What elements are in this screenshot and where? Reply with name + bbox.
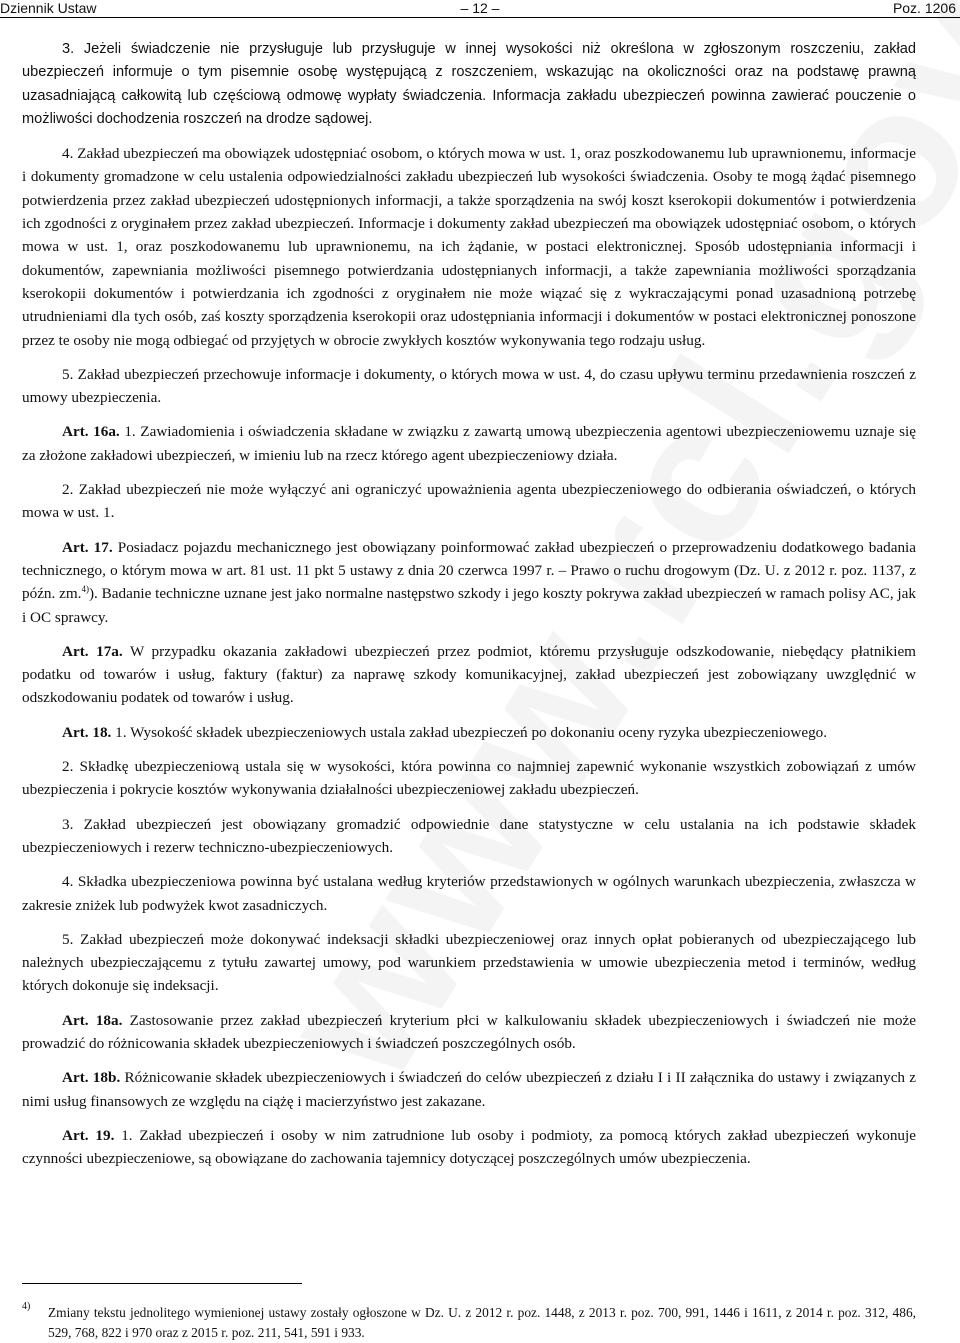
header-rule — [0, 17, 960, 18]
article-label: Art. 19. — [62, 1126, 115, 1144]
article-label: Art. 16a. — [62, 423, 120, 441]
article-17 — [22, 536, 916, 629]
footnote-text: Zmiany tekstu jednolitego wymienionej ustawy zostały ogłoszone w Dz. U. z 2012 r. poz. 1448, z 2013 r. poz. 700, 991, 1446 i 1611, z 2014 r. poz. 312, 486, 529, 768, 822 i 970 oraz z 2015 r. poz. 211, 541, 591 i 933. — [48, 1305, 916, 1340]
page-header — [0, 0, 960, 18]
article-16a — [22, 420, 916, 467]
article-label: Art. 18. — [62, 723, 112, 741]
article-text: 1. Zakład ubezpieczeń i osoby w nim zatrudnione lub osoby i podmioty, za pomocą których zakład ubezpieczeń wykonuje czynności ubezpieczeniowe, są obowiązane do zachowania tajemnicy dotyczącej poszczególnych umów ubezpieczenia. — [22, 1126, 916, 1168]
article-text: W przypadku okazania zakładowi ubezpieczeń przez podmiot, któremu przysługuje odszkodowanie, niebędący płatnikiem podatku od towarów i usług, faktury (faktur) za naprawę szkody komunikacyjnej, zakład ubezpieczeń jest zobowiązany uwzględnić w odszkodowaniu podatek od towarów i usług. — [22, 642, 916, 707]
article-text: 1. Zawiadomienia i oświadczenia składane w związku z zawartą umową ubezpieczenia agentowi ubezpieczeniowemu uznaje się za złożone zakładowi ubezpieczeń, w imieniu lub na rzecz którego agent ubezpieczeniowy działa. — [22, 423, 916, 464]
article-text: Różnicowanie składek ubezpieczeniowych i świadczeń do celów ubezpieczeń z działu I i II załącznika do ustawy i związanych z nimi usług finansowych ze względu na ciążę i macierzyństwo jest zakazane. — [22, 1069, 917, 1110]
article-label: Art. 17. — [62, 538, 113, 556]
paragraph-art18-ust5: 5. Zakład ubezpieczeń może dokonywać indeksacji składki ubezpieczeniowej oraz innych opłat pobieranych od ubezpieczającego lub należnych ubezpieczającemu z tytułu zawartej umowy, pod warunkiem przedstawienia w umowie ubezpieczenia metod i terminów, według których dokonuje się indeksacji. — [22, 930, 916, 995]
footnote — [22, 1303, 916, 1343]
article-label: Art. 17a. — [62, 642, 123, 660]
page-number: – 12 – — [460, 0, 500, 16]
article-text-continued: ). Badanie techniczne uznane jest jako normalne następstwo szkody i jego koszty pokrywa zakład ubezpieczeń w ramach polisy AC, jak i OC sprawcy. — [22, 585, 916, 626]
paragraph-art16-ust4: 4. Zakład ubezpieczeń ma obowiązek udostępniać osobom, o których mowa w ust. 1, oraz poszkodowanemu lub uprawnionemu, informacje i dokumenty gromadzone w celu ustalenia odpowiedzialności zakładu ubezpieczeń lub wysokości świadczenia. Osoby te mogą żądać pisemnego potwierdzenia przez zakład ubezpieczeń udostępnionych informacji, a także sporządzenia na swój koszt kserokopii dokumentów i potwierdzenia ich zgodności z oryginałem przez zakład ubezpieczeń. Informacje i dokumenty zakład ubezpieczeń ma obowiązek udostępniać osobom, o których mowa w ust. 1, oraz poszkodowanemu lub uprawnionemu, na ich żądanie, w postaci elektronicznej. Sposób udostępniania informacji i dokumentów, zapewniania możliwości pisemnego potwierdzania udostępnianych informacji, a także zapewniania możliwości sporządzania kserokopii dokumentów i potwierdzania ich zgodności z oryginałem nie może wiązać się z wykraczającymi ponad uzasadnioną potrzebę utrudnieniami dla tych osób, zaś koszty sporządzenia kserokopii oraz udostępniania informacji i dokumentów w postaci elektronicznej ponoszone przez te osoby nie mogą odbiegać od przyjętych w obrocie zwykłych kosztów wykonywania tego rodzaju usług. — [22, 145, 916, 349]
article-label: Art. 18b. — [62, 1069, 121, 1087]
paragraph-art18-ust4: 4. Składka ubezpieczeniowa powinna być ustalana według kryteriów przedstawionych w ogólnych warunkach ubezpieczenia, zwłaszcza w zakresie zniżek lub podwyżek kwot zasadniczych. — [22, 873, 916, 914]
position-number: Poz. 1206 — [892, 0, 956, 16]
article-19 — [22, 1124, 916, 1171]
footnote-reference[interactable]: 4) — [81, 584, 89, 595]
article-17a — [22, 640, 916, 710]
article-18 — [22, 721, 916, 744]
article-text: 1. Wysokość składek ubezpieczeniowych ustala zakład ubezpieczeń po dokonaniu oceny ryzyka ubezpieczeniowego. — [111, 723, 828, 741]
paragraph-art18-ust3: 3. Zakład ubezpieczeń jest obowiązany gromadzić odpowiednie dane statystyczne w celu ustalania na ich podstawie składek ubezpieczeniowych i rezerw techniczno-ubezpieczeniowych. — [22, 815, 916, 856]
article-text: Posiadacz pojazdu mechanicznego jest obowiązany poinformować zakład ubezpieczeń o przeprowadzeniu dodatkowego badania technicznego, o którym mowa w art. 81 ust. 11 pkt 5 ustawy z dnia 20 czerwca 1997 r. – Prawo o ruchu drogowym (Dz. U. z 2012 r. poz. 1137, z późn. zm. — [22, 538, 916, 603]
paragraph-art18-ust2: 2. Składkę ubezpieczeniową ustala się w wysokości, która powinna co najmniej zapewnić wykonanie wszystkich zobowiązań z umów ubezpieczenia i pokrycie kosztów wykonywania działalności ubezpieczeniowej zakładu ubezpieczeń. — [22, 758, 916, 799]
document-body — [22, 38, 916, 1181]
article-label: Art. 18a. — [62, 1011, 123, 1029]
article-text: Zastosowanie przez zakład ubezpieczeń kryterium płci w kalkulowaniu składek ubezpieczeniowych i świadczeń nie może prowadzić do różnicowania składek ubezpieczeniowych i świadczeń poszczególnych osób. — [22, 1011, 916, 1052]
paragraph-art16a-ust2: 2. Zakład ubezpieczeń nie może wyłączyć ani ograniczyć upoważnienia agenta ubezpieczeniowego do odbierania oświadczeń, o których mowa w ust. 1. — [22, 481, 916, 522]
footnote-mark: 4) — [22, 1301, 31, 1312]
paragraph-art16-ust3: 3. Jeżeli świadczenie nie przysługuje lub przysługuje w innej wysokości niż określona w zgłoszonym roszczeniu, zakład ubezpieczeń informuje o tym pisemnie osobę występującą z roszczeniem, wskazując na okoliczności oraz na podstawę prawną uzasadniającą całkowitą lub częściową odmowę wypłaty świadczenia. Informacja zakładu ubezpieczeń powinna zawierać pouczenie o możliwości dochodzenia roszczeń na drodze sądowej. — [22, 41, 916, 127]
footnote-rule — [22, 1283, 302, 1284]
article-18a — [22, 1009, 916, 1056]
article-18b — [22, 1066, 916, 1113]
journal-title: Dziennik Ustaw — [0, 0, 97, 16]
paragraph-art16-ust5: 5. Zakład ubezpieczeń przechowuje informacje i dokumenty, o których mowa w ust. 4, do czasu upływu terminu przedawnienia roszczeń z umowy ubezpieczenia. — [22, 365, 916, 407]
